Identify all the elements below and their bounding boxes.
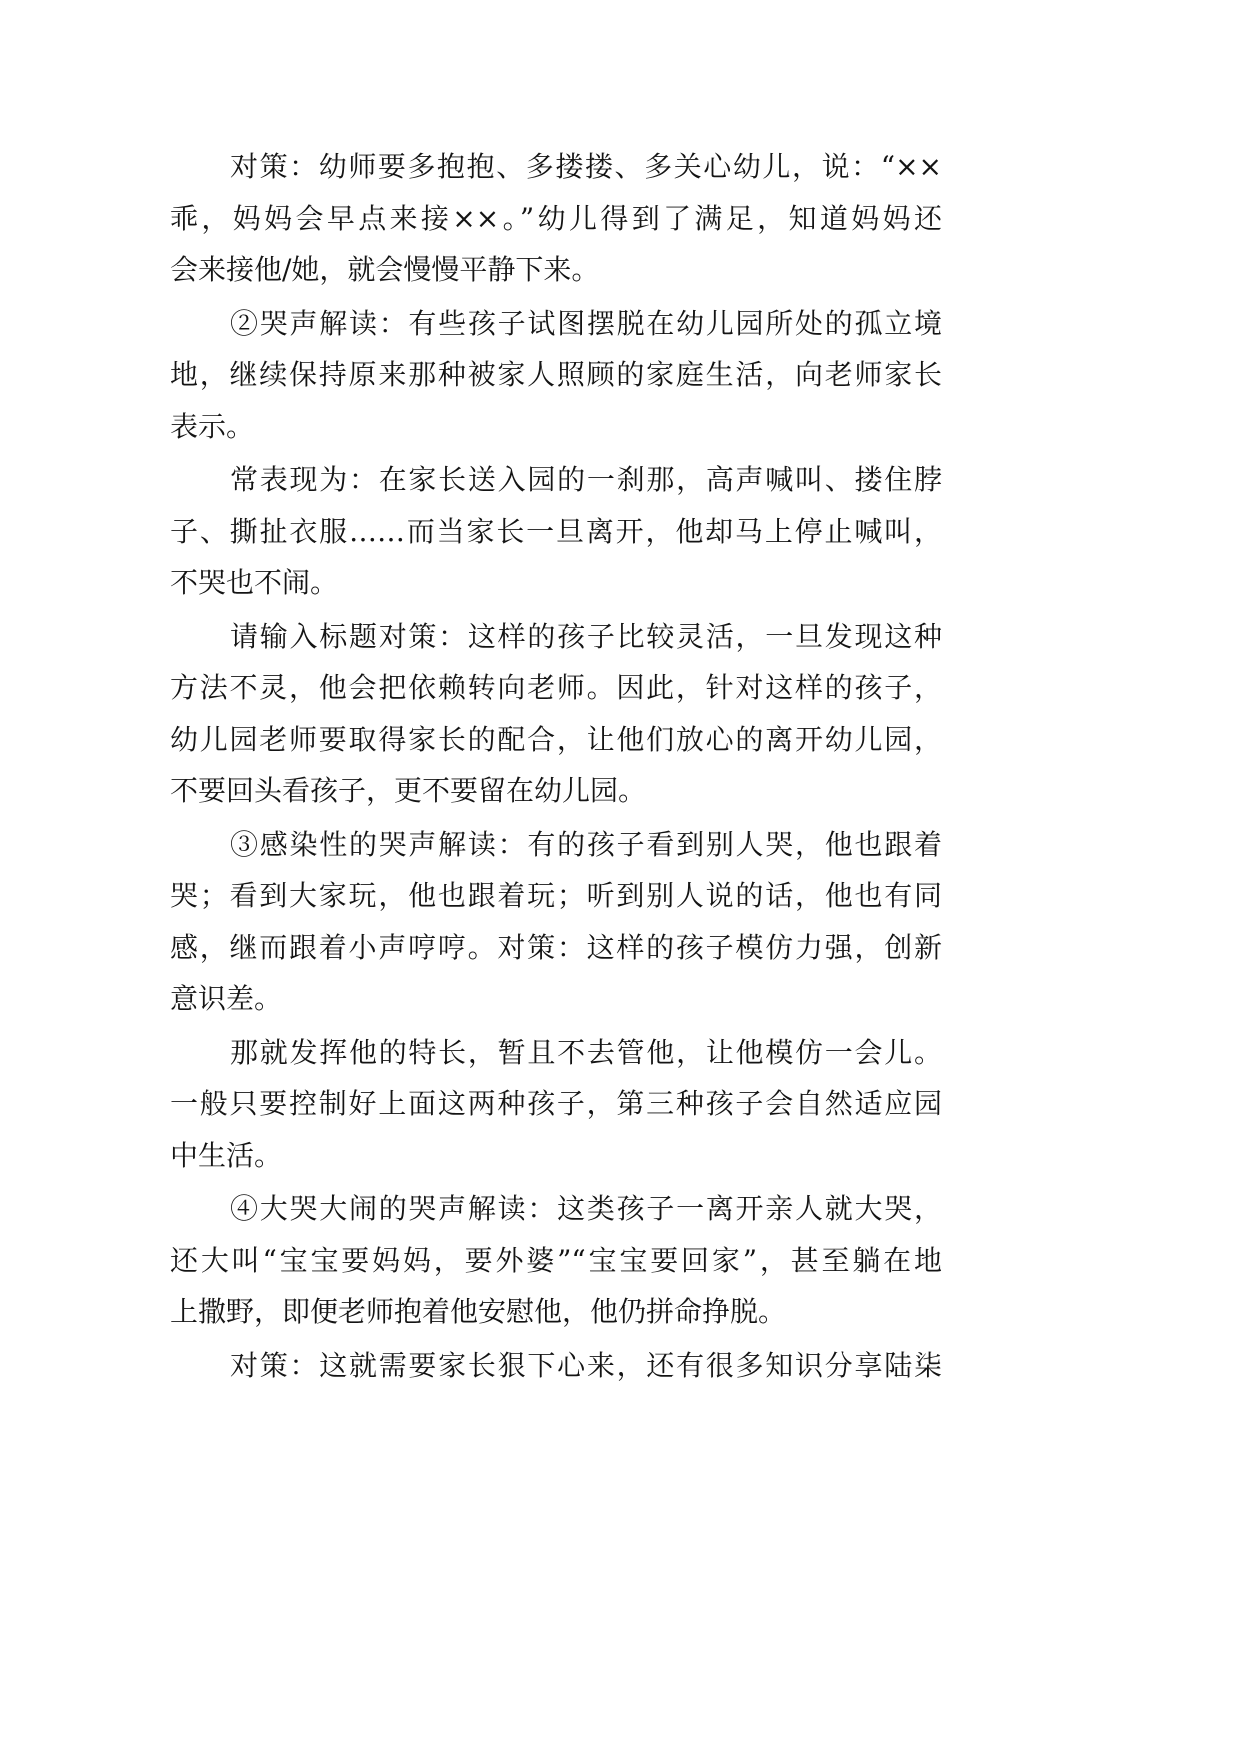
text-line: ④大哭大闹的哭声解读：这类孩子一离开亲人就大哭，	[230, 1192, 942, 1225]
text-line: 不要回头看孩子，更不要留在幼儿园。	[170, 774, 647, 807]
document-body	[170, 141, 942, 1391]
text-line: 表示。	[170, 409, 255, 443]
text-line: 会来接他/她，就会慢慢平静下来。	[170, 253, 600, 286]
paragraph-crying-interpretation-3	[170, 819, 942, 1025]
paragraph-common-behavior	[170, 454, 942, 609]
text-line: 幼儿园老师要取得家长的配合，让他们放心的离开幼儿园，	[170, 722, 942, 756]
text-line: 感，继而跟着小声哼哼。对策：这样的孩子模仿力强，创新	[170, 930, 942, 964]
text-line: 不哭也不闹。	[170, 566, 339, 599]
text-line: 对策：幼师要多抱抱、多搂搂、多关心幼儿，说：“××	[230, 150, 942, 183]
text-line: 中生活。	[170, 1138, 283, 1172]
text-line: 哭；看到大家玩，他也跟着玩；听到别人说的话，他也有同	[170, 879, 942, 912]
paragraph-strategy-hug	[170, 141, 942, 296]
text-line: 地，继续保持原来那种被家人照顾的家庭生活，向老师家长	[170, 358, 942, 391]
text-line: 那就发挥他的特长，暂且不去管他，让他模仿一会儿。	[230, 1035, 942, 1069]
text-line: 上撒野，即便老师抱着他安慰他，他仍拼命挣脱。	[170, 1295, 787, 1328]
paragraph-strategy-parents	[170, 1340, 942, 1392]
text-line: 常表现为：在家长送入园的一刹那，高声喊叫、搂住脖	[230, 463, 942, 496]
text-line: ③感染性的哭声解读：有的孩子看到别人哭，他也跟着	[230, 827, 942, 861]
text-line: 请输入标题对策：这样的孩子比较灵活，一旦发现这种	[230, 619, 942, 653]
paragraph-strategy-flexible-child	[170, 611, 942, 817]
text-line: 一般只要控制好上面这两种孩子，第三种孩子会自然适应园	[170, 1087, 942, 1120]
text-line: ②哭声解读：有些孩子试图摆脱在幼儿园所处的孤立境	[230, 306, 942, 340]
paragraph-crying-interpretation-4	[170, 1183, 942, 1338]
text-line: 对策：这就需要家长狠下心来，还有很多知识分享陆柒	[230, 1348, 942, 1382]
text-line: 还大叫“宝宝要妈妈，要外婆”“宝宝要回家”，甚至躺在地	[170, 1243, 942, 1277]
text-line: 乖，妈妈会早点来接××。”幼儿得到了满足，知道妈妈还	[170, 201, 942, 235]
text-line: 子、撕扯衣服……而当家长一旦离开，他却马上停止喊叫，	[170, 514, 942, 548]
paragraph-crying-interpretation-2	[170, 298, 942, 453]
paragraph-imitation-strategy	[170, 1027, 942, 1182]
text-line: 方法不灵，他会把依赖转向老师。因此，针对这样的孩子，	[170, 671, 942, 704]
text-line: 意识差。	[170, 982, 283, 1015]
